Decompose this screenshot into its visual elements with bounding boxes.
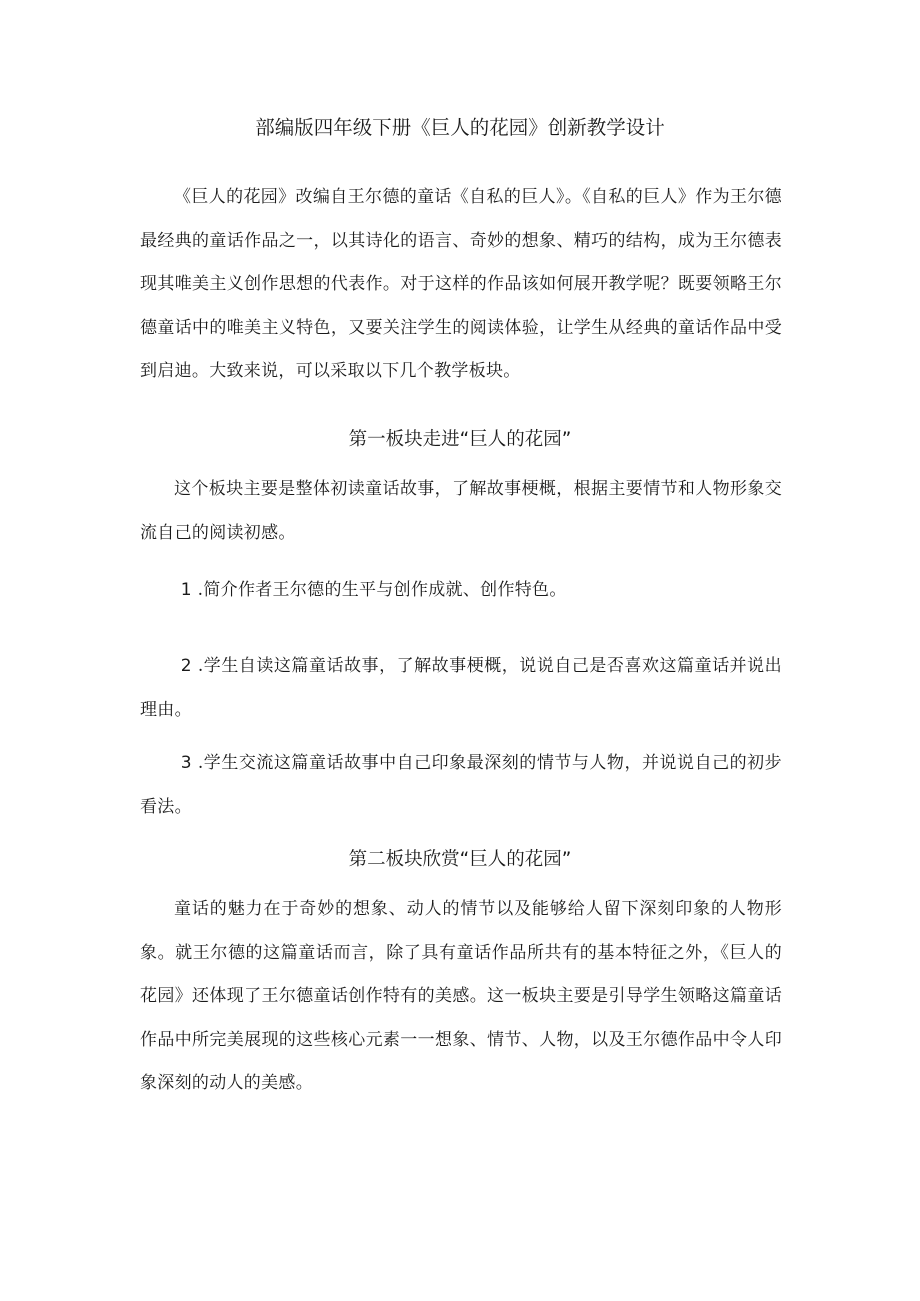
intro-paragraph: 《巨人的花园》改编自王尔德的童话《自私的巨人》。《自私的巨人》作为王尔德最经典的童话作品之一，以其诗化的语言、奇妙的想象、精巧的结构，成为王尔德表现其唯美主义创作思想的代表作。对于这样的作品该如何展开教学呢？既要领略王尔德童话中的唯美主义特色，又要关注学生的阅读体验，让学生从经典的童话作品中受到启迪。大致来说，可以采取以下几个教学板块。 xyxy=(140,187,782,381)
section-2-paragraph: 童话的魅力在于奇妙的想象、动人的情节以及能够给人留下深刻印象的人物形象。就王尔德的这篇童话而言，除了具有童话作品所共有的基本特征之外，《巨人的花园》还体现了王尔德童话创作特有的美感。这一板块主要是引导学生领略这篇童话作品中所完美展现的这些核心元素一一想象、情节、人物，以及王尔德作品中令人印象深刻的动人的美感。 xyxy=(140,899,782,1093)
section-2-heading: 第二板块欣赏“巨人的花园” xyxy=(348,849,572,870)
list-item-1: 1 .简介作者王尔德的生平与创作成就、创作特色。 xyxy=(180,580,567,600)
list-item-number: 3 xyxy=(180,753,192,773)
section-1-paragraph: 这个板块主要是整体初读童话故事，了解故事梗概，根据主要情节和人物形象交流自己的阅读初感。 xyxy=(140,479,782,543)
list-item-number: 2 xyxy=(180,656,192,676)
list-item-text: 学生交流这篇童话故事中自己印象最深刻的情节与人物，并说说自己的初步看法。 xyxy=(140,753,782,817)
list-item-3: 3 .学生交流这篇童话故事中自己印象最深刻的情节与人物，并说说自己的初步看法。 xyxy=(140,753,782,817)
list-item-text: 学生自读这篇童话故事，了解故事梗概，说说自己是否喜欢这篇童话并说出理由。 xyxy=(140,656,782,720)
list-item-number: 1 xyxy=(180,580,192,600)
document-title: 部编版四年级下册《巨人的花园》创新教学设计 xyxy=(255,116,665,139)
list-item-2: 2 .学生自读这篇童话故事，了解故事梗概，说说自己是否喜欢这篇童话并说出理由。 xyxy=(140,656,782,720)
section-1-heading: 第一板块走进“巨人的花园” xyxy=(348,429,572,450)
list-item-text: 简介作者王尔德的生平与创作成就、创作特色。 xyxy=(203,580,567,600)
